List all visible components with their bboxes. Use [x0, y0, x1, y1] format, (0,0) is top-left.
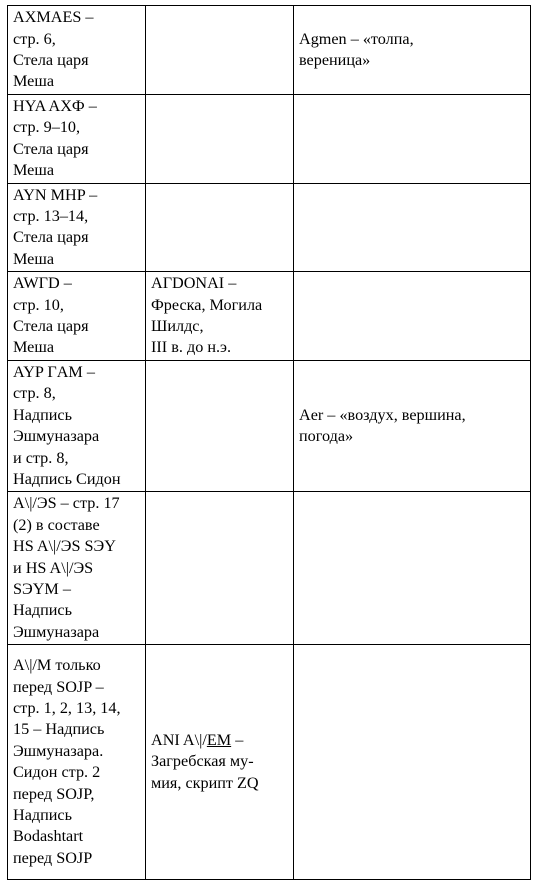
cell-text-line: AΓDONAI –: [151, 274, 237, 293]
cell-text-line: SЭYM –: [13, 579, 71, 598]
reference-heading: [151, 730, 289, 751]
cell-text-line: Надпись: [13, 405, 73, 424]
cell-text-line: стр. 10,: [13, 295, 64, 314]
table-row: [8, 272, 531, 361]
cell-text-line: AXMAES –: [13, 8, 94, 27]
cell-text-line: Надпись Сидон: [13, 469, 121, 488]
cell-reference: [146, 95, 294, 184]
cell-meaning: [294, 272, 531, 361]
cell-reference: [146, 360, 294, 491]
cell-reference: [146, 6, 294, 95]
cell-text-line: Загребская му-: [151, 752, 254, 771]
cell-meaning: [294, 183, 531, 272]
cell-text-line: HS A\|/ЭS SЭY: [13, 537, 116, 556]
cell-meaning: [294, 95, 531, 184]
cell-text-line: HYA AXФ –: [13, 97, 97, 115]
cell-text-line: Надпись: [13, 601, 73, 620]
reference-suffix: –: [231, 731, 244, 750]
cell-source: [8, 6, 146, 95]
cell-source: [8, 183, 146, 272]
reference-prefix: ANI A\|/: [151, 731, 207, 750]
cell-text-line: перед SOJP,: [13, 784, 95, 803]
cell-text-line: AYN MHP –: [13, 185, 98, 204]
cell-text-line: Меша: [13, 338, 55, 357]
cell-text-line: Agmen – «толпа,: [299, 29, 414, 48]
cell-text-line: Меша: [13, 249, 55, 268]
cell-reference: [146, 272, 294, 361]
cell-text-line: (2) в составе: [13, 515, 100, 534]
cell-meaning: [294, 645, 531, 880]
table-row: [8, 645, 531, 880]
table-row: [8, 6, 531, 95]
cell-text-line: мия, скрипт ZQ: [151, 773, 259, 792]
cell-text-line: погода»: [299, 427, 354, 446]
cell-text-line: Стела царя: [13, 228, 89, 247]
cell-text-line: стр. 9–10,: [13, 118, 81, 137]
cell-text-line: A\|/ЭS – стр. 17: [13, 494, 120, 513]
cell-text-line: перед SOJP: [13, 848, 93, 867]
cell-text-line: Стела царя: [13, 317, 89, 336]
cell-meaning: [294, 6, 531, 95]
cell-reference: [146, 183, 294, 272]
cell-text-line: Меша: [13, 72, 55, 91]
cell-source: [8, 272, 146, 361]
cell-text-line: III в. до н.э.: [151, 338, 232, 357]
cell-text-line: Сидон стр. 2: [13, 763, 101, 782]
cell-text-line: перед SOJP –: [13, 677, 104, 696]
cell-text-line: и стр. 8,: [13, 448, 69, 467]
cell-source: [8, 645, 146, 880]
glossary-table: [7, 5, 531, 880]
cell-text-line: AWΓD –: [13, 274, 72, 293]
cell-text-line: вереница»: [299, 51, 371, 69]
cell-text-line: A\|/M только: [13, 656, 101, 675]
cell-text-line: Aer – «воздух, вершина,: [299, 405, 466, 424]
cell-text-line: стр. 8,: [13, 384, 56, 403]
table-row: [8, 183, 531, 272]
cell-text-line: Стела царя: [13, 51, 89, 69]
cell-text-line: AYP ΓAM –: [13, 362, 95, 381]
cell-text-line: Шилдс,: [151, 317, 204, 336]
cell-text-line: стр. 13–14,: [13, 207, 89, 226]
cell-text-line: Меша: [13, 161, 55, 180]
cell-text-line: стр. 6,: [13, 29, 56, 48]
table-row: [8, 360, 531, 491]
cell-text-line: 15 – Надпись: [13, 720, 105, 739]
cell-text-line: Эшмуназара.: [13, 741, 104, 760]
reference-underlined: EM: [206, 731, 232, 750]
glossary-table-body: [8, 6, 531, 880]
cell-source: [8, 360, 146, 491]
table-row: [8, 492, 531, 645]
cell-source: [8, 95, 146, 184]
cell-meaning: [294, 360, 531, 491]
cell-text-line: Эшмуназара: [13, 427, 100, 446]
cell-text-line: Надпись: [13, 805, 73, 824]
cell-text-line: Стела царя: [13, 139, 89, 158]
cell-text-line: стр. 1, 2, 13, 14,: [13, 698, 121, 717]
cell-source: [8, 492, 146, 645]
table-row: [8, 95, 531, 184]
cell-meaning: [294, 492, 531, 645]
cell-text-line: и HS A\|/ЭS: [13, 558, 94, 577]
cell-reference: [146, 645, 294, 880]
cell-reference: [146, 492, 294, 645]
cell-text-line: Фреска, Могила: [151, 295, 263, 314]
cell-text-line: Эшмуназара: [13, 622, 100, 641]
cell-text-line: Bodashtart: [13, 827, 84, 846]
